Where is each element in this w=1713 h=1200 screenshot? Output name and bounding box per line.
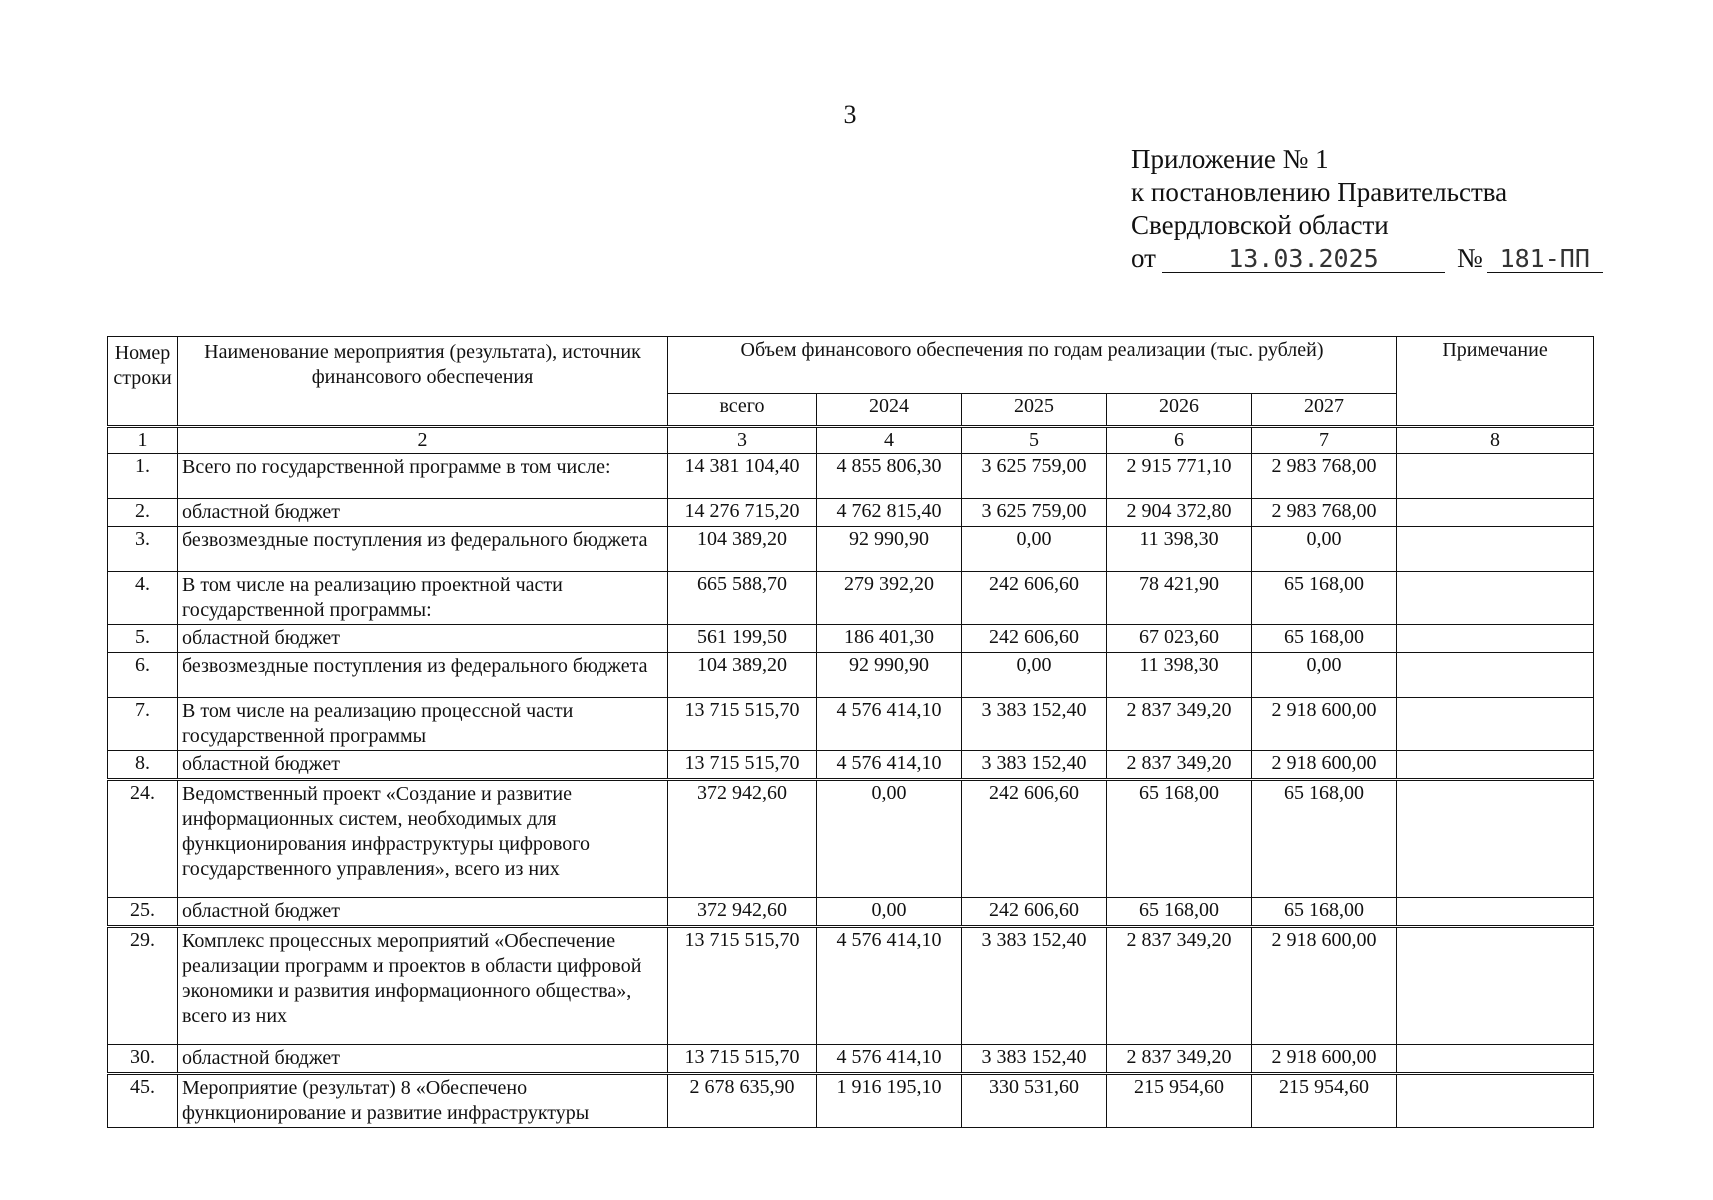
row-note-cell — [1397, 572, 1594, 625]
row-number-cell: 4. — [108, 572, 178, 625]
row-name-cell: областной бюджет — [178, 499, 668, 527]
row-2024-cell: 1 916 195,10 — [817, 1074, 962, 1128]
row-name-cell: Всего по государственной программе в том числе: — [178, 454, 668, 499]
row-2026-cell: 2 837 349,20 — [1107, 698, 1252, 751]
header-row-1 — [108, 337, 1594, 394]
table-row — [108, 572, 1594, 625]
row-2027-cell: 215 954,60 — [1252, 1074, 1397, 1128]
table-row — [108, 625, 1594, 653]
row-2027-cell: 65 168,00 — [1252, 898, 1397, 927]
row-2025-cell: 3 625 759,00 — [962, 454, 1107, 499]
row-note-cell — [1397, 527, 1594, 572]
from-label: от — [1131, 243, 1156, 273]
row-number-cell: 3. — [108, 527, 178, 572]
row-2027-cell: 65 168,00 — [1252, 780, 1397, 898]
row-note-cell — [1397, 454, 1594, 499]
column-number-row — [108, 427, 1594, 454]
col-num-6: 6 — [1107, 427, 1252, 454]
appendix-block — [1131, 143, 1603, 275]
row-total-cell: 14 381 104,40 — [668, 454, 817, 499]
row-2027-cell: 2 918 600,00 — [1252, 1045, 1397, 1074]
header-row-number: Номер строки — [108, 337, 178, 427]
row-total-cell: 13 715 515,70 — [668, 1045, 817, 1074]
appendix-line2: к постановлению Правительства — [1131, 177, 1508, 207]
col-num-7: 7 — [1252, 427, 1397, 454]
row-total-cell: 104 389,20 — [668, 527, 817, 572]
row-2027-cell: 2 918 600,00 — [1252, 751, 1397, 780]
row-name-cell: областной бюджет — [178, 751, 668, 780]
row-number-cell: 30. — [108, 1045, 178, 1074]
row-2026-cell: 11 398,30 — [1107, 527, 1252, 572]
decree-date: 13.03.2025 — [1162, 246, 1445, 273]
row-2025-cell: 242 606,60 — [962, 898, 1107, 927]
row-total-cell: 561 199,50 — [668, 625, 817, 653]
table-row — [108, 751, 1594, 780]
table-row — [108, 898, 1594, 927]
row-2024-cell: 92 990,90 — [817, 653, 962, 698]
row-2026-cell: 2 904 372,80 — [1107, 499, 1252, 527]
decree-number: 181-ПП — [1487, 246, 1603, 273]
row-note-cell — [1397, 898, 1594, 927]
row-name-cell: безвозмездные поступления из федерального бюджета — [178, 527, 668, 572]
row-2027-cell: 0,00 — [1252, 527, 1397, 572]
header-total: всего — [668, 394, 817, 427]
row-2027-cell: 65 168,00 — [1252, 572, 1397, 625]
row-2025-cell: 0,00 — [962, 653, 1107, 698]
row-name-cell: областной бюджет — [178, 1045, 668, 1074]
row-2025-cell: 330 531,60 — [962, 1074, 1107, 1128]
table-row — [108, 780, 1594, 898]
row-number-cell: 7. — [108, 698, 178, 751]
number-label: № — [1456, 243, 1483, 273]
table-row — [108, 1045, 1594, 1074]
row-number-cell: 5. — [108, 625, 178, 653]
row-name-cell: областной бюджет — [178, 625, 668, 653]
row-2025-cell: 242 606,60 — [962, 625, 1107, 653]
header-name: Наименование мероприятия (результата), источник финансового обеспечения — [178, 337, 668, 427]
row-number-cell: 25. — [108, 898, 178, 927]
row-number-cell: 45. — [108, 1074, 178, 1128]
row-2026-cell: 2 837 349,20 — [1107, 1045, 1252, 1074]
row-2025-cell: 242 606,60 — [962, 780, 1107, 898]
row-2025-cell: 3 625 759,00 — [962, 499, 1107, 527]
col-num-4: 4 — [817, 427, 962, 454]
row-2027-cell: 65 168,00 — [1252, 625, 1397, 653]
row-total-cell: 104 389,20 — [668, 653, 817, 698]
row-name-cell: В том числе на реализацию процессной части государственной программы — [178, 698, 668, 751]
row-total-cell: 665 588,70 — [668, 572, 817, 625]
row-2026-cell: 65 168,00 — [1107, 898, 1252, 927]
row-2025-cell: 3 383 152,40 — [962, 751, 1107, 780]
row-2024-cell: 4 576 414,10 — [817, 698, 962, 751]
row-number-cell: 29. — [108, 927, 178, 1045]
row-2026-cell: 2 915 771,10 — [1107, 454, 1252, 499]
appendix-line3: Свердловской области — [1131, 210, 1389, 240]
table-row — [108, 1074, 1594, 1128]
row-total-cell: 13 715 515,70 — [668, 751, 817, 780]
row-name-cell: областной бюджет — [178, 898, 668, 927]
row-note-cell — [1397, 780, 1594, 898]
row-2024-cell: 4 576 414,10 — [817, 751, 962, 780]
row-note-cell — [1397, 499, 1594, 527]
row-2027-cell: 2 918 600,00 — [1252, 927, 1397, 1045]
row-2026-cell: 65 168,00 — [1107, 780, 1252, 898]
row-name-cell: В том числе на реализацию проектной части государственной программы: — [178, 572, 668, 625]
row-2024-cell: 4 762 815,40 — [817, 499, 962, 527]
row-note-cell — [1397, 698, 1594, 751]
table-row — [108, 927, 1594, 1045]
row-total-cell: 14 276 715,20 — [668, 499, 817, 527]
row-2025-cell: 3 383 152,40 — [962, 1045, 1107, 1074]
header-note: Примечание — [1397, 337, 1594, 427]
table-row — [108, 698, 1594, 751]
table-row — [108, 499, 1594, 527]
header-2026: 2026 — [1107, 394, 1252, 427]
row-2024-cell: 4 576 414,10 — [817, 1045, 962, 1074]
row-2024-cell: 0,00 — [817, 898, 962, 927]
row-2024-cell: 92 990,90 — [817, 527, 962, 572]
row-2026-cell: 11 398,30 — [1107, 653, 1252, 698]
col-num-5: 5 — [962, 427, 1107, 454]
row-2025-cell: 242 606,60 — [962, 572, 1107, 625]
row-2027-cell: 2 918 600,00 — [1252, 698, 1397, 751]
row-note-cell — [1397, 1074, 1594, 1128]
table-row — [108, 454, 1594, 499]
row-name-cell: Ведомственный проект «Создание и развитие информационных систем, необходимых для функционирования инфраструктуры цифрового государственного управления», всего из них — [178, 780, 668, 898]
row-2024-cell: 186 401,30 — [817, 625, 962, 653]
row-name-cell: Мероприятие (результат) 8 «Обеспечено функционирование и развитие инфраструктуры — [178, 1074, 668, 1128]
row-number-cell: 8. — [108, 751, 178, 780]
row-2026-cell: 67 023,60 — [1107, 625, 1252, 653]
row-2024-cell: 0,00 — [817, 780, 962, 898]
appendix-date-line — [1131, 242, 1603, 275]
table-body — [108, 337, 1594, 1128]
table-row — [108, 527, 1594, 572]
appendix-title: Приложение № 1 — [1131, 144, 1329, 174]
row-number-cell: 1. — [108, 454, 178, 499]
row-total-cell: 13 715 515,70 — [668, 698, 817, 751]
row-2026-cell: 215 954,60 — [1107, 1074, 1252, 1128]
page-number: 3 — [843, 100, 857, 129]
header-2024: 2024 — [817, 394, 962, 427]
row-2024-cell: 4 576 414,10 — [817, 927, 962, 1045]
row-total-cell: 13 715 515,70 — [668, 927, 817, 1045]
row-2025-cell: 3 383 152,40 — [962, 698, 1107, 751]
row-note-cell — [1397, 625, 1594, 653]
row-total-cell: 372 942,60 — [668, 898, 817, 927]
row-note-cell — [1397, 927, 1594, 1045]
row-2026-cell: 2 837 349,20 — [1107, 927, 1252, 1045]
header-volume: Объем финансового обеспечения по годам реализации (тыс. рублей) — [668, 337, 1397, 394]
row-name-cell: Комплекс процессных мероприятий «Обеспечение реализации программ и проектов в области цифровой экономики и развития информационного общества», всего из них — [178, 927, 668, 1045]
row-number-cell: 6. — [108, 653, 178, 698]
row-name-cell: безвозмездные поступления из федерального бюджета — [178, 653, 668, 698]
header-2027: 2027 — [1252, 394, 1397, 427]
row-total-cell: 372 942,60 — [668, 780, 817, 898]
row-2026-cell: 78 421,90 — [1107, 572, 1252, 625]
col-num-2: 2 — [178, 427, 668, 454]
row-2025-cell: 3 383 152,40 — [962, 927, 1107, 1045]
row-2026-cell: 2 837 349,20 — [1107, 751, 1252, 780]
row-2027-cell: 2 983 768,00 — [1252, 454, 1397, 499]
table-row — [108, 653, 1594, 698]
row-total-cell: 2 678 635,90 — [668, 1074, 817, 1128]
row-2027-cell: 2 983 768,00 — [1252, 499, 1397, 527]
col-num-8: 8 — [1397, 427, 1594, 454]
row-2024-cell: 4 855 806,30 — [817, 454, 962, 499]
row-note-cell — [1397, 653, 1594, 698]
financing-table — [107, 336, 1594, 1128]
row-2027-cell: 0,00 — [1252, 653, 1397, 698]
header-2025: 2025 — [962, 394, 1107, 427]
row-note-cell — [1397, 751, 1594, 780]
row-number-cell: 2. — [108, 499, 178, 527]
row-number-cell: 24. — [108, 780, 178, 898]
col-num-3: 3 — [668, 427, 817, 454]
row-2024-cell: 279 392,20 — [817, 572, 962, 625]
row-2025-cell: 0,00 — [962, 527, 1107, 572]
col-num-1: 1 — [108, 427, 178, 454]
row-note-cell — [1397, 1045, 1594, 1074]
